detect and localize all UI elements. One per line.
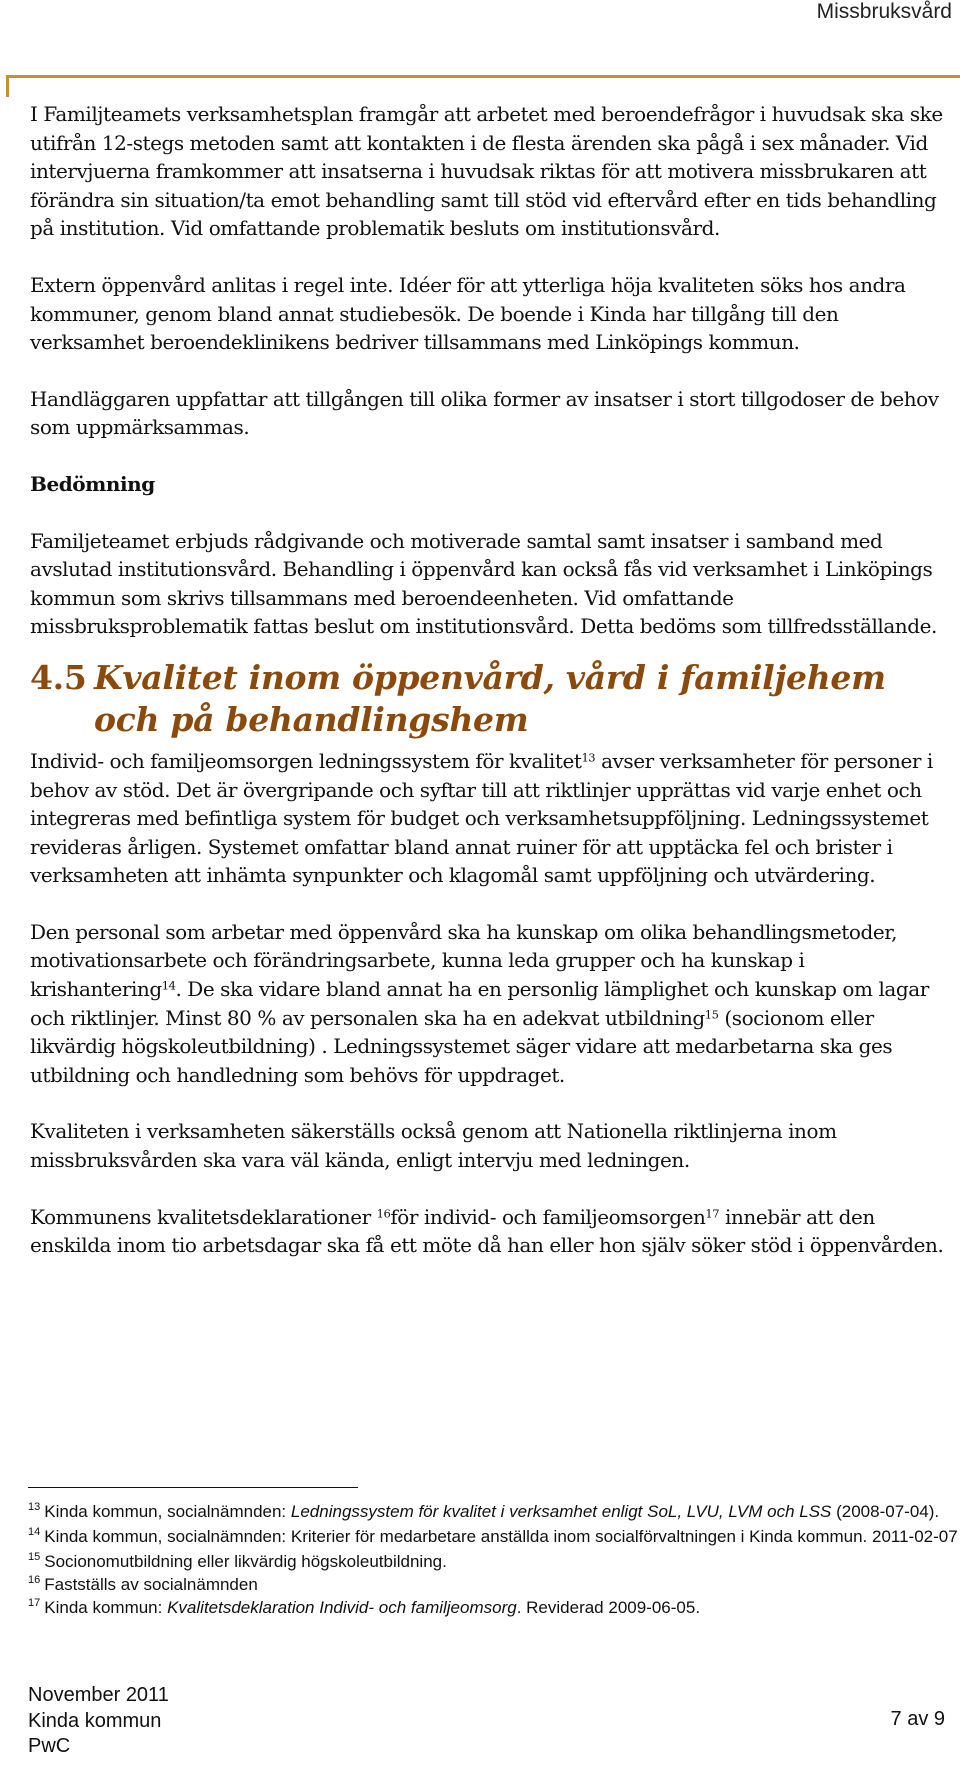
- section-title-line1: Kvalitet inom öppenvård, vård i familjehem: [94, 657, 886, 697]
- footnote-separator: [28, 1487, 358, 1488]
- running-header: Missbruksvård: [816, 0, 952, 23]
- paragraph: Extern öppenvård anlitas i regel inte. Idéer för att ytterliga höja kvaliteten söks hos andra kommuner, genom bland annat studiebesök. De boende i Kinda har tillgång till den verksamhet beroendeklinikens bedriver tillsammans med Linköpings kommun.: [30, 272, 906, 355]
- paragraph: Familjeteamet erbjuds rådgivande och motiverade samtal samt insatser i samband med avslutad institutionsvård. Behandling i öppenvård kan också fås vid verksamhet i Linköpings kommun som skrivs tillsammans med beroendeenheten. Vid omfattande missbruksproblematik fattas beslut om institutionsvård. Detta bedöms som tillfredsställande.: [30, 528, 937, 639]
- footnote-16: $^{16}$ Fastställs av socialnämnden: [28, 1574, 258, 1594]
- footnote-ref: 14: [161, 978, 176, 993]
- footer-date: November 2011: [28, 1684, 169, 1706]
- header-corner-mark: [6, 75, 9, 97]
- footnote-ref: 17: [705, 1206, 720, 1221]
- footnote-ref: 15: [704, 1007, 719, 1022]
- footnote-ref: 16: [376, 1206, 391, 1221]
- footer-municipality: Kinda kommun: [28, 1709, 162, 1732]
- section-title-line2: och på behandlingshem: [94, 699, 529, 739]
- paragraph: I Familjteamets verksamhetsplan framgår att arbetet med beroendefrågor i huvudsak ska ske utifrån 12-stegs metoden samt att kontakten i de flesta ärenden ska pågå i sex månader. Vid intervjuerna framkommer att insatserna i huvudsak riktas för att motivera missbrukaren att förändra sin situation/ta emot behandling samt till stöd vid eftervård efter en tids behandling på institution. Vid omfattande problematik besluts om institutionsvård.: [30, 102, 943, 241]
- subheading-bedomning: Bedömning: [30, 471, 155, 496]
- paragraph: Individ- och familjeomsorgen ledningssystem för kvalitet$^{13}$ avser verksamheter för personer i behov av stöd. Det är övergripande och syftar till att riktlinjer upprättas vid varje enhet och integreras med befintliga system för budget och verksamhetsuppföljning. Ledningssystemet revideras årligen. Systemet omfattar bland annat ruiner för att upptäcka fel och brister i verksamheten att inhämta synpunkter och klagomål samt uppföljning och utvärdering.: [30, 748, 933, 888]
- footnote-17: $^{17}$ Kinda kommun: Kvalitetsdeklaration Individ- och familjeomsorg. Reviderad 2009-06-05.: [28, 1597, 701, 1617]
- section-number: 4.5: [30, 657, 87, 697]
- page-number: 7 av 9: [890, 1708, 945, 1730]
- header-rule: [6, 75, 960, 78]
- paragraph: Kvaliteten i verksamheten säkerställs också genom att Nationella riktlinjerna inom missbruksvården ska vara väl kända, enligt intervju med ledningen.: [30, 1119, 837, 1173]
- footnote-14: $^{14}$ Kinda kommun, socialnämnden: Kriterier för medarbetare anställda inom socialförvaltningen i Kinda kommun. 2011-02-07: [28, 1526, 958, 1546]
- paragraph: Den personal som arbetar med öppenvård ska ha kunskap om olika behandlingsmetoder, motivationsarbete och förändringsarbete, kunna leda grupper och ha kunskap i krishantering$^{14}$. De ska vidare bland annat ha en personlig lämplighet och kunskap om lagar och riktlinjer. Minst 80 % av personalen ska ha en adekvat utbildning$^{15}$ (socionom eller likvärdig högskoleutbildning) . Ledningssystemet säger vidare att medarbetarna ska ges utbildning och handledning som behövs för uppdraget.: [30, 919, 929, 1087]
- footnote-13: $^{13}$ Kinda kommun, socialnämnden: Ledningssystem för kvalitet i verksamhet enligt SoL, LVU, LVM och LSS (2008-07-04).: [28, 1501, 940, 1521]
- section-heading: [30, 657, 955, 741]
- paragraph: Handläggaren uppfattar att tillgången till olika former av insatser i stort tillgodoser de behov som uppmärksammas.: [30, 386, 939, 440]
- footnote-ref: 13: [581, 750, 596, 765]
- footnote-15: $^{15}$ Socionomutbildning eller likvärdig högskoleutbildning.: [28, 1551, 447, 1571]
- body-text: [30, 100, 955, 1260]
- page-footer: [28, 1683, 169, 1760]
- footer-company: PwC: [28, 1735, 71, 1757]
- footnotes: [28, 1500, 958, 1619]
- paragraph: Kommunens kvalitetsdeklarationer $^{16}$för individ- och familjeomsorgen$^{17}$ innebär att den enskilda inom tio arbetsdagar ska få ett möte då han eller hon själv söker stöd i öppenvården.: [30, 1204, 944, 1258]
